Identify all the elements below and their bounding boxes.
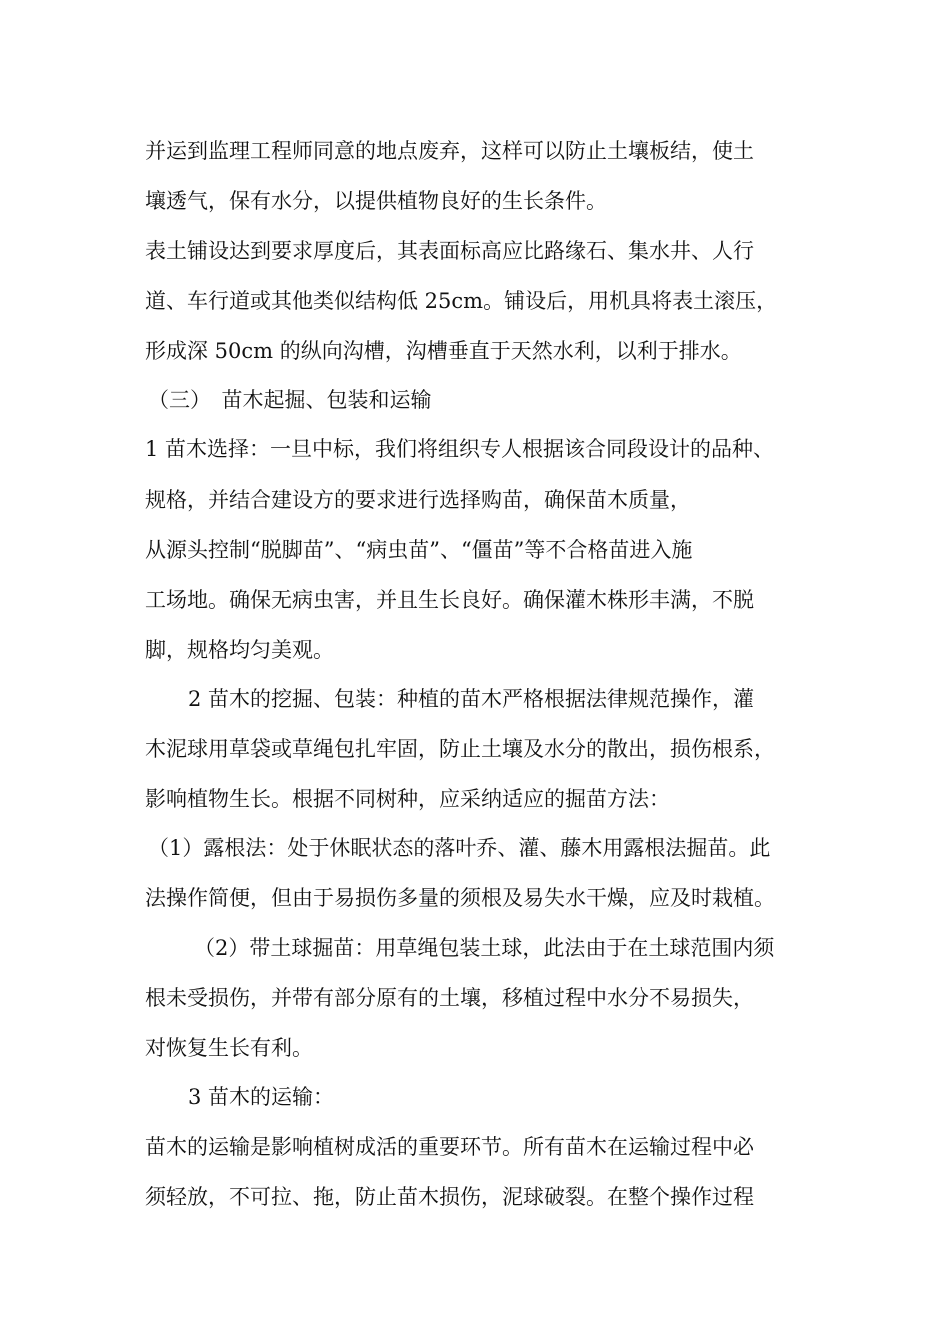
text-line-8: 规格，并结合建设方的要求进行选择购苗，确保苗木质量， xyxy=(145,488,691,512)
text-line-5: 形成深 50cm 的纵向沟槽，沟槽垂直于天然水利，以利于排水。 xyxy=(145,339,742,363)
text-line-15: （1）露根法：处于休眠状态的落叶乔、灌、藤木用露根法掘苗。此 xyxy=(148,836,771,860)
text-line-11: 脚，规格均匀美观。 xyxy=(145,638,334,662)
text-line-17: （2）带土球掘苗：用草绳包装土球，此法由于在土球范围内须 xyxy=(194,936,775,960)
text-line-18: 根未受损伤，并带有部分原有的土壤，移植过程中水分不易损失， xyxy=(145,986,754,1010)
text-line-13: 木泥球用草袋或草绳包扎牢固，防止土壤及水分的散出，损伤根系， xyxy=(145,737,775,761)
text-line-19: 对恢复生长有利。 xyxy=(145,1036,313,1060)
text-line-4: 道、车行道或其他类似结构低 25cm。铺设后，用机具将表土滚压， xyxy=(145,289,778,313)
section-heading: （三） 苗木起掘、包装和运输 xyxy=(148,388,432,412)
text-line-16: 法操作简便，但由于易损伤多量的须根及易失水干燥，应及时栽植。 xyxy=(145,886,775,910)
text-line-7: 1 苗木选择：一旦中标，我们将组织专人根据该合同段设计的品种、 xyxy=(145,437,775,461)
text-line-22: 须轻放，不可拉、拖，防止苗木损伤，泥球破裂。在整个操作过程 xyxy=(145,1185,754,1209)
text-line-2: 壤透气，保有水分，以提供植物良好的生长条件。 xyxy=(145,189,607,213)
text-line-20: 3 苗木的运输： xyxy=(188,1085,335,1109)
text-line-12: 2 苗木的挖掘、包装：种植的苗木严格根据法律规范操作，灌 xyxy=(188,687,755,711)
text-line-1: 并运到监理工程师同意的地点废弃，这样可以防止土壤板结，使土 xyxy=(145,139,754,163)
text-line-21: 苗木的运输是影响植树成活的重要环节。所有苗木在运输过程中必 xyxy=(145,1135,754,1159)
text-line-14: 影响植物生长。根据不同树种，应采纳适应的掘苗方法： xyxy=(145,787,670,811)
text-line-10: 工场地。确保无病虫害，并且生长良好。确保灌木株形丰满，不脱 xyxy=(145,588,754,612)
text-line-3: 表土铺设达到要求厚度后，其表面标高应比路缘石、集水井、人行 xyxy=(145,239,754,263)
text-line-9: 从源头控制“脱脚苗”、“病虫苗”、“僵苗”等不合格苗进入施 xyxy=(145,538,693,562)
